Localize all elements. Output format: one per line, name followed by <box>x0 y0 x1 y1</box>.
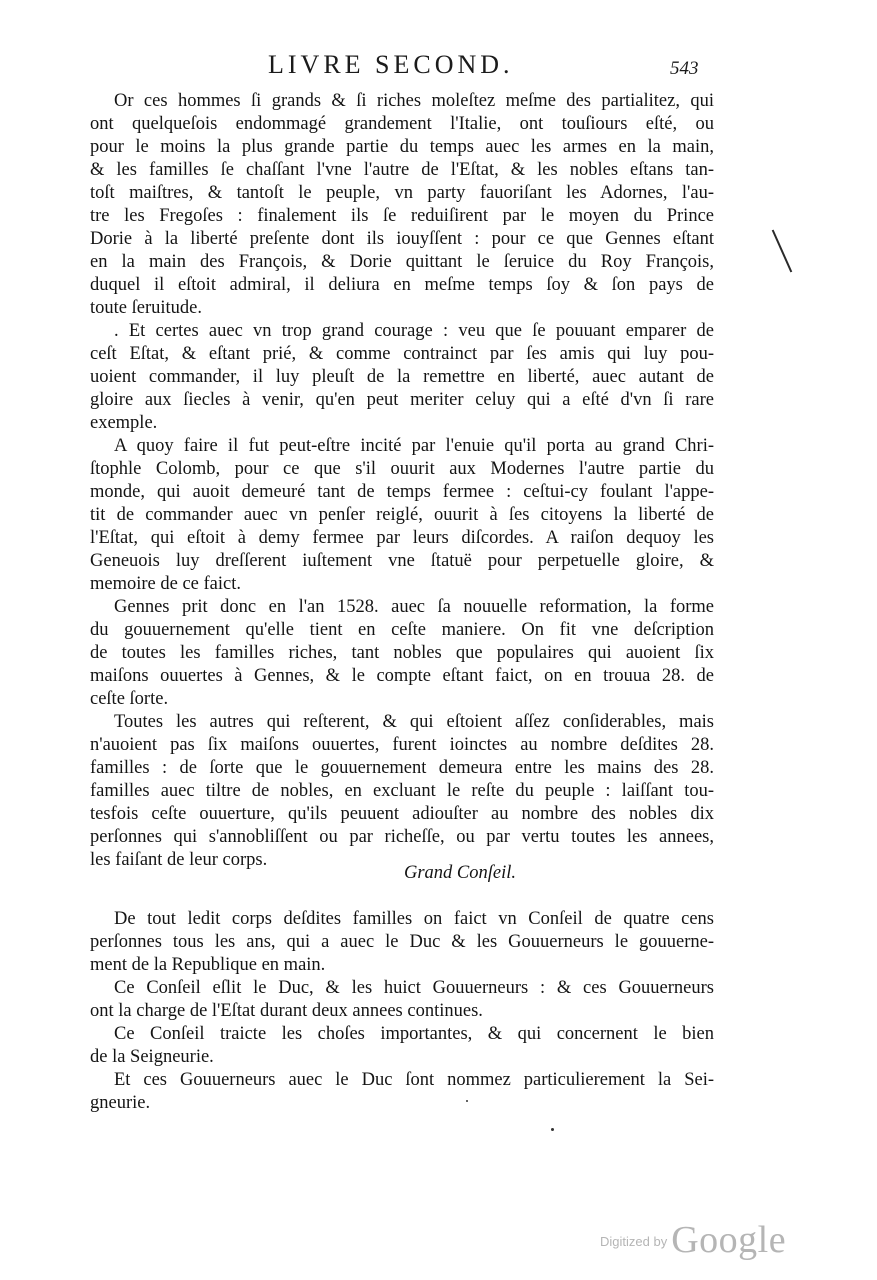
ink-speck <box>466 1100 468 1102</box>
text-line: ceſt Eſtat, & eſtant prié, & comme contrainct par ſes amis qui luy pou- <box>90 344 714 364</box>
text-line: familles : de ſorte que le gouuernement demeura entre les mains des 28. <box>90 758 714 778</box>
text-line: De tout ledit corps deſdites familles on faict vn Conſeil de quatre cens <box>114 909 714 929</box>
text-line: ceſte ſorte. <box>90 689 169 709</box>
text-line: de la Seigneurie. <box>90 1047 214 1067</box>
text-line: familles auec tiltre de nobles, en excluant le reſte du peuple : laiſſant tou- <box>90 781 714 801</box>
text-line: Et ces Gouuerneurs auec le Duc ſont nommez particulierement la Sei- <box>114 1070 714 1090</box>
text-line: & les familles ſe chaſſant l'vne l'autre de l'Eſtat, & les nobles eſtans tan- <box>90 160 714 180</box>
text-line: de toutes les familles riches, tant nobles que populaires qui auoient ſix <box>90 643 714 663</box>
text-line: toſt maiſtres, & tantoſt le peuple, vn party fauoriſant les Adornes, l'au- <box>90 183 714 203</box>
text-line: les faiſant de leur corps. <box>90 850 268 870</box>
page-number: 543 <box>670 58 699 79</box>
text-line: . Et certes auec vn trop grand courage : veu que ſe pouuant emparer de <box>114 321 714 341</box>
google-logo: Google <box>671 1219 787 1261</box>
text-line: Ce Conſeil traicte les choſes importantes, & qui concernent le bien <box>114 1024 714 1044</box>
text-line: en la main des François, & Dorie quittant le ſeruice du Roy François, <box>90 252 714 272</box>
watermark-prefix: Digitized by <box>600 1234 668 1249</box>
text-line: Dorie à la liberté preſente dont ils iouyſſent : pour ce que Gennes eſtant <box>90 229 714 249</box>
running-head: LIVRE SECOND. <box>268 50 514 79</box>
text-line: A quoy faire il fut peut-eſtre incité par l'enuie qu'il porta au grand Chri- <box>114 436 714 456</box>
margin-mark <box>772 230 793 273</box>
text-line: maiſons ouuertes à Gennes, & le compte eſtant faict, on en trouua 28. de <box>90 666 714 686</box>
text-line: l'Eſtat, qui eſtoit à demy fermee par leurs diſcordes. A raiſon dequoy les <box>90 528 714 548</box>
text-line: ſtophle Colomb, pour ce que s'il ouurit aux Modernes l'autre partie du <box>90 459 714 479</box>
text-line: gneurie. <box>90 1093 151 1113</box>
text-line: memoire de ce faict. <box>90 574 241 594</box>
text-line: uoient commander, il luy pleuſt de la remettre en liberté, auec autant de <box>90 367 714 387</box>
text-line: gloire aux ſiecles à venir, qu'en peut meriter celuy qui a eſté d'vn ſi rare <box>90 390 714 410</box>
text-line: monde, qui auoit demeuré tant de temps fermee : ceſtui-cy foulant l'appe- <box>90 482 714 502</box>
text-line: perſonnes tous les ans, qui a auec le Duc & les Gouuerneurs le gouuerne- <box>90 932 714 952</box>
text-line: ont quelqueſois endommagé grandement l'Italie, ont touſiours eſté, ou <box>90 114 714 134</box>
text-line: ment de la Republique en main. <box>90 955 326 975</box>
text-line: tit de commander auec vn penſer reiglé, ouurit à ſes citoyens la liberté de <box>90 505 714 525</box>
text-line: toute ſeruitude. <box>90 298 202 318</box>
text-line: du gouuernement qu'elle tient en ceſte maniere. On fit vne deſcription <box>90 620 714 640</box>
text-line: ont la charge de l'Eſtat durant deux annees continues. <box>90 1001 483 1021</box>
text-line: pour le moins la plus grande partie du temps auec les armes en la main, <box>90 137 714 157</box>
digitized-watermark <box>600 1218 786 1262</box>
text-line: Gennes prit donc en l'an 1528. auec ſa nouuelle reformation, la forme <box>114 597 714 617</box>
text-line: Geneuois luy dreſſerent iuſtement vne ſtatuë pour perpetuelle gloire, & <box>90 551 714 571</box>
text-line: tre les Fregoſes : finalement ils ſe reduiſirent par le moyen du Prince <box>90 206 714 226</box>
text-line: perſonnes qui s'annobliſſent ou par richeſſe, ou par vertu toutes les annees, <box>90 827 714 847</box>
ink-speck <box>551 1128 554 1131</box>
text-line: n'auoient pas ſix maiſons ouuertes, furent ioinctes au nombre deſdites 28. <box>90 735 714 755</box>
section-heading: Grand Conſeil. <box>403 863 517 883</box>
text-line: tesfois ceſte ouuerture, qu'ils peuuent adiouſter au nombre des nobles dix <box>90 804 714 824</box>
text-line: duquel il eſtoit admiral, il deliura en meſme temps ſoy & ſon pays de <box>90 275 714 295</box>
text-line: Toutes les autres qui reſterent, & qui eſtoient aſſez conſiderables, mais <box>114 712 714 732</box>
text-line: exemple. <box>90 413 158 433</box>
text-line: Or ces hommes ſi grands & ſi riches moleſtez meſme des partialitez, qui <box>114 91 714 111</box>
text-line: Ce Conſeil eſlit le Duc, & les huict Gouuerneurs : & ces Gouuerneurs <box>114 978 714 998</box>
